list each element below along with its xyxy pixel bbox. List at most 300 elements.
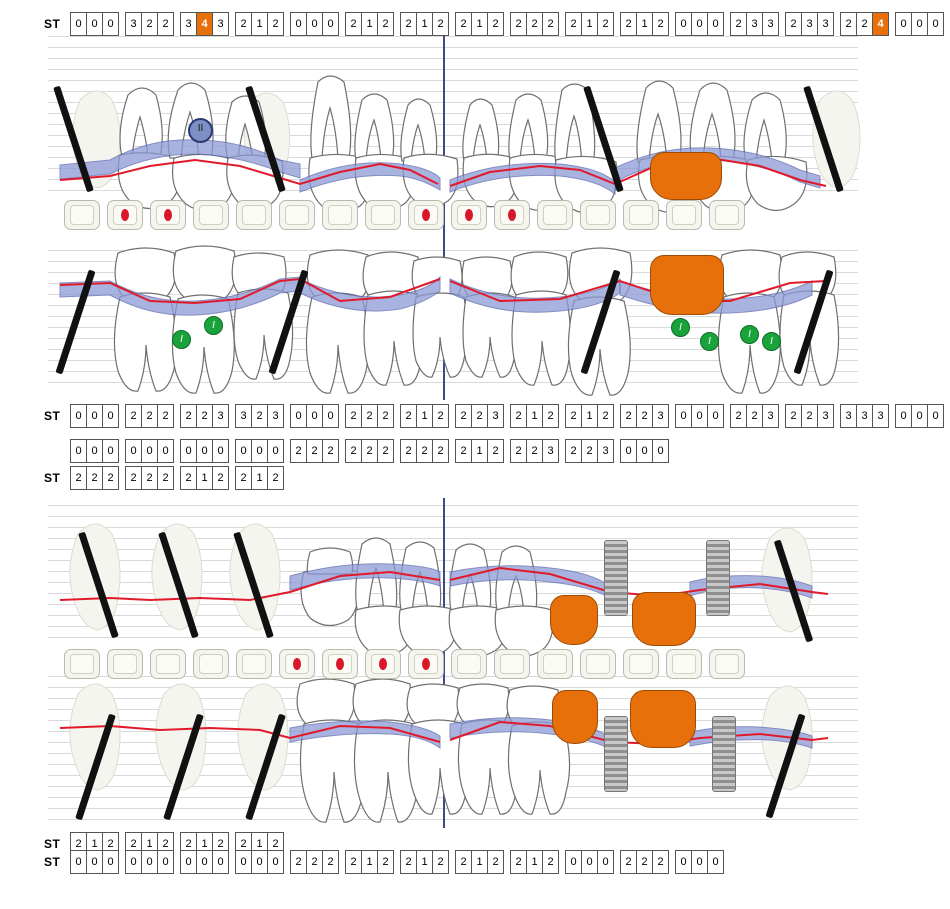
measurement-cell[interactable]: 2 (456, 440, 472, 462)
measurement-cell[interactable]: 2 (158, 833, 173, 855)
measurement-cell[interactable]: 0 (637, 440, 653, 462)
measurement-cell[interactable]: 1 (417, 405, 433, 427)
occlusal-surface[interactable] (623, 200, 659, 230)
crown-restoration[interactable] (650, 255, 724, 315)
measurement-cell[interactable]: 2 (417, 440, 433, 462)
implant-fixture[interactable] (604, 716, 628, 792)
measurement-cell[interactable]: 2 (378, 440, 393, 462)
tooth-measurement-group[interactable] (620, 404, 669, 428)
measurement-cell[interactable]: 3 (873, 405, 888, 427)
measurement-cell[interactable]: 0 (307, 405, 323, 427)
measurement-cell[interactable]: 0 (126, 440, 142, 462)
measurement-cell[interactable]: 0 (676, 851, 692, 873)
measurement-cell[interactable]: 0 (71, 405, 87, 427)
occlusal-surface[interactable] (279, 200, 315, 230)
measurement-cell[interactable]: 0 (158, 851, 173, 873)
measurement-cell[interactable]: 2 (841, 13, 857, 35)
measurement-cell[interactable]: 2 (488, 440, 503, 462)
measurement-cell[interactable]: 2 (291, 440, 307, 462)
measurement-cell[interactable]: 0 (103, 851, 118, 873)
measurement-cell[interactable]: 2 (236, 467, 252, 489)
occlusal-surface[interactable] (322, 200, 358, 230)
occlusal-surface[interactable] (408, 649, 444, 679)
measurement-cell[interactable]: 3 (543, 440, 558, 462)
measurement-cell[interactable]: 2 (103, 467, 118, 489)
occlusal-surface[interactable] (365, 200, 401, 230)
measurement-cell[interactable]: 3 (181, 13, 197, 35)
measurement-cell[interactable]: 1 (252, 13, 268, 35)
tooth-measurement-group[interactable] (840, 12, 889, 36)
implant-fixture[interactable] (706, 540, 730, 616)
measurement-cell[interactable]: 3 (236, 405, 252, 427)
measurement-cell[interactable]: 0 (598, 851, 613, 873)
measurement-cell[interactable]: 0 (291, 405, 307, 427)
measurement-cell[interactable]: 2 (142, 405, 158, 427)
measurement-cell[interactable]: 0 (181, 440, 197, 462)
measurement-cell[interactable]: 2 (527, 13, 543, 35)
measurement-cell[interactable]: 0 (676, 13, 692, 35)
occlusal-surface[interactable] (64, 649, 100, 679)
measurement-cell[interactable]: 2 (511, 851, 527, 873)
measurement-cell[interactable]: 0 (236, 440, 252, 462)
measurement-cell[interactable]: 0 (71, 851, 87, 873)
measurement-cell[interactable]: 0 (912, 405, 928, 427)
crown-restoration[interactable] (632, 592, 696, 646)
measurement-cell[interactable]: 2 (268, 467, 283, 489)
measurement-cell[interactable]: 2 (566, 13, 582, 35)
measurement-cell[interactable]: 3 (268, 405, 283, 427)
occlusal-surface[interactable] (709, 649, 745, 679)
occlusal-surface[interactable] (494, 200, 530, 230)
measurement-cell[interactable]: 0 (708, 405, 723, 427)
tooth-measurement-group[interactable] (565, 850, 614, 874)
furcation-marker[interactable]: II (188, 118, 213, 143)
measurement-cell[interactable]: 2 (323, 851, 338, 873)
measurement-cell[interactable]: 0 (323, 13, 338, 35)
measurement-cell[interactable]: 0 (582, 851, 598, 873)
tooth-measurement-group[interactable] (840, 404, 889, 428)
measurement-cell[interactable]: 0 (692, 851, 708, 873)
measurement-cell[interactable]: 0 (268, 851, 283, 873)
tooth-measurement-group[interactable] (235, 404, 284, 428)
measurement-cell[interactable]: 2 (378, 13, 393, 35)
tooth-measurement-group[interactable] (70, 439, 119, 463)
measurement-cell[interactable]: 0 (291, 13, 307, 35)
occlusal-surface[interactable] (451, 200, 487, 230)
occlusal-surface[interactable] (451, 649, 487, 679)
tooth-measurement-group[interactable] (455, 439, 504, 463)
crown-restoration[interactable] (550, 595, 598, 645)
tooth-measurement-group[interactable] (400, 12, 449, 36)
measurement-cell[interactable]: 1 (582, 405, 598, 427)
measurement-cell[interactable]: 2 (747, 405, 763, 427)
measurement-cell[interactable]: 2 (236, 13, 252, 35)
furcation-marker[interactable]: I (671, 318, 690, 337)
tooth-measurement-group[interactable] (510, 12, 559, 36)
tooth-measurement-group[interactable] (235, 439, 284, 463)
measurement-cell[interactable]: 1 (362, 13, 378, 35)
tooth-measurement-group[interactable] (125, 12, 174, 36)
measurement-cell[interactable]: 0 (71, 440, 87, 462)
tooth-measurement-group[interactable] (235, 850, 284, 874)
furcation-marker[interactable]: I (700, 332, 719, 351)
measurement-cell[interactable]: 3 (857, 405, 873, 427)
measurement-cell[interactable]: 3 (126, 13, 142, 35)
measurement-cell[interactable]: 2 (433, 405, 448, 427)
occlusal-surface[interactable] (709, 200, 745, 230)
measurement-cell[interactable]: 2 (71, 833, 87, 855)
tooth-measurement-group[interactable] (675, 404, 724, 428)
measurement-cell[interactable]: 2 (323, 440, 338, 462)
measurement-cell[interactable]: 0 (708, 851, 723, 873)
measurement-cell[interactable]: 0 (181, 851, 197, 873)
measurement-cell[interactable]: 0 (103, 440, 118, 462)
tooth-measurement-group[interactable] (235, 466, 284, 490)
measurement-cell[interactable]: 2 (158, 405, 173, 427)
measurement-cell[interactable]: 2 (158, 13, 173, 35)
tooth-measurement-group[interactable] (345, 439, 394, 463)
tooth-measurement-group[interactable] (510, 404, 559, 428)
measurement-cell[interactable]: 3 (488, 405, 503, 427)
measurement-cell[interactable]: 1 (417, 13, 433, 35)
measurement-cell[interactable]: 1 (472, 13, 488, 35)
measurement-cell[interactable]: 2 (857, 13, 873, 35)
measurement-cell[interactable]: 0 (236, 851, 252, 873)
crown-restoration[interactable] (630, 690, 696, 748)
measurement-cell[interactable]: 0 (103, 13, 118, 35)
measurement-cell[interactable]: 1 (472, 851, 488, 873)
measurement-cell[interactable]: 2 (126, 467, 142, 489)
measurement-cell[interactable]: 0 (213, 851, 228, 873)
measurement-cell[interactable]: 2 (268, 13, 283, 35)
occlusal-surface[interactable] (623, 649, 659, 679)
measurement-cell[interactable]: 2 (786, 405, 802, 427)
tooth-measurement-group[interactable] (70, 466, 119, 490)
measurement-cell[interactable]: 0 (71, 13, 87, 35)
tooth-measurement-group[interactable] (400, 439, 449, 463)
measurement-cell[interactable]: 2 (236, 833, 252, 855)
measurement-cell[interactable]: 3 (763, 405, 778, 427)
measurement-cell[interactable]: 0 (142, 440, 158, 462)
tooth-measurement-group[interactable] (345, 404, 394, 428)
measurement-cell[interactable]: 0 (692, 13, 708, 35)
tooth-measurement-group[interactable] (620, 850, 669, 874)
measurement-cell[interactable]: 3 (818, 13, 833, 35)
measurement-cell[interactable]: 2 (378, 851, 393, 873)
measurement-cell[interactable]: 2 (126, 405, 142, 427)
measurement-cell[interactable]: 2 (291, 851, 307, 873)
measurement-cell[interactable]: 2 (401, 405, 417, 427)
implant-fixture[interactable] (604, 540, 628, 616)
furcation-marker[interactable]: I (762, 332, 781, 351)
occlusal-surface[interactable] (322, 649, 358, 679)
occlusal-surface[interactable] (236, 200, 272, 230)
occlusal-surface[interactable] (279, 649, 315, 679)
crown-restoration[interactable] (552, 690, 598, 744)
measurement-cell[interactable]: 2 (181, 833, 197, 855)
crown-restoration[interactable] (650, 152, 722, 200)
measurement-cell[interactable]: 2 (456, 13, 472, 35)
occlusal-surface[interactable] (107, 200, 143, 230)
occlusal-surface[interactable] (537, 200, 573, 230)
measurement-cell[interactable]: 0 (676, 405, 692, 427)
measurement-cell[interactable]: 2 (401, 440, 417, 462)
measurement-cell[interactable]: 2 (362, 405, 378, 427)
measurement-cell[interactable]: 2 (637, 851, 653, 873)
tooth-measurement-group[interactable] (70, 404, 119, 428)
measurement-cell[interactable]: 2 (378, 405, 393, 427)
occlusal-inner (543, 205, 567, 225)
measurement-cell[interactable]: 1 (252, 833, 268, 855)
measurement-cell[interactable]: 2 (543, 405, 558, 427)
tooth-measurement-group[interactable] (180, 404, 229, 428)
tooth-measurement-group[interactable] (675, 12, 724, 36)
tooth-measurement-group[interactable] (565, 12, 614, 36)
measurement-cell[interactable]: 1 (637, 13, 653, 35)
measurement-cell[interactable]: 2 (307, 440, 323, 462)
tooth-measurement-group[interactable] (345, 850, 394, 874)
measurement-cell[interactable]: 0 (928, 13, 943, 35)
tooth-measurement-group[interactable] (785, 12, 834, 36)
measurement-cell[interactable]: 3 (747, 13, 763, 35)
measurement-cell[interactable]: 2 (543, 851, 558, 873)
measurement-cell[interactable]: 2 (158, 467, 173, 489)
furcation-marker[interactable]: I (204, 316, 223, 335)
occlusal-surface[interactable] (666, 200, 702, 230)
occlusal-surface[interactable] (64, 200, 100, 230)
measurement-cell[interactable]: 0 (307, 13, 323, 35)
measurement-cell[interactable]: 2 (488, 851, 503, 873)
measurement-cell[interactable]: 0 (126, 851, 142, 873)
measurement-cell[interactable]: 2 (142, 13, 158, 35)
tooth-measurement-group[interactable] (290, 439, 339, 463)
measurement-cell[interactable]: 2 (566, 405, 582, 427)
measurement-cell[interactable]: 2 (456, 405, 472, 427)
tooth-measurement-group[interactable] (400, 404, 449, 428)
occlusal-surface[interactable] (193, 649, 229, 679)
measurement-cell[interactable]: 0 (213, 440, 228, 462)
measurement-cell[interactable]: 2 (71, 467, 87, 489)
occlusal-surface[interactable] (107, 649, 143, 679)
tooth-measurement-group[interactable] (565, 404, 614, 428)
occlusal-surface[interactable] (236, 649, 272, 679)
measurement-cell[interactable]: 2 (511, 440, 527, 462)
tooth-measurement-group[interactable] (895, 404, 944, 428)
tooth-measurement-group[interactable] (730, 404, 779, 428)
occlusal-surface[interactable] (580, 649, 616, 679)
tooth-measurement-group[interactable] (70, 12, 119, 36)
measurement-cell[interactable]: 1 (527, 851, 543, 873)
tooth-measurement-group[interactable] (400, 850, 449, 874)
measurement-cell[interactable]: 2 (346, 851, 362, 873)
tooth-measurement-group[interactable] (125, 466, 174, 490)
occlusal-surface[interactable] (365, 649, 401, 679)
measurement-cell[interactable]: 0 (928, 405, 943, 427)
measurement-cell[interactable]: 0 (708, 13, 723, 35)
occlusal-surface[interactable] (580, 200, 616, 230)
measurement-cell[interactable]: 2 (197, 405, 213, 427)
measurement-cell[interactable]: 3 (763, 13, 778, 35)
measurement-cell[interactable]: 1 (252, 467, 268, 489)
measurement-cell[interactable]: 2 (401, 13, 417, 35)
measurement-cell[interactable]: 0 (103, 405, 118, 427)
measurement-cell[interactable]: 2 (307, 851, 323, 873)
measurement-cell[interactable]: 3 (213, 405, 228, 427)
measurement-cell[interactable]: 0 (142, 851, 158, 873)
tooth-measurement-group[interactable] (785, 404, 834, 428)
measurement-cell[interactable]: 1 (142, 833, 158, 855)
measurement-cell[interactable]: 2 (543, 13, 558, 35)
tooth-measurement-group[interactable] (70, 850, 119, 874)
measurement-cell[interactable]: 2 (511, 405, 527, 427)
measurement-cell[interactable]: 1 (527, 405, 543, 427)
measurement-cell[interactable]: 2 (213, 467, 228, 489)
measurement-cell[interactable]: 2 (252, 405, 268, 427)
tooth-measurement-group[interactable] (290, 404, 339, 428)
measurement-cell[interactable]: 0 (653, 440, 668, 462)
measurement-cell[interactable]: 0 (896, 13, 912, 35)
measurement-cell[interactable]: 0 (912, 13, 928, 35)
measurement-cell[interactable]: 2 (433, 440, 448, 462)
measurement-cell[interactable]: 2 (731, 405, 747, 427)
measurement-cell[interactable]: 0 (197, 851, 213, 873)
measurement-cell[interactable]: 2 (653, 13, 668, 35)
measurement-cell[interactable]: 2 (433, 851, 448, 873)
measurement-cell[interactable]: 1 (197, 467, 213, 489)
occlusal-surface[interactable] (150, 200, 186, 230)
measurement-cell[interactable]: 1 (87, 833, 103, 855)
occlusal-surface[interactable] (537, 649, 573, 679)
tooth-measurement-group[interactable] (510, 439, 559, 463)
tooth-measurement-group[interactable] (125, 439, 174, 463)
measurement-cell[interactable]: 0 (323, 405, 338, 427)
measurement-cell[interactable]: 2 (181, 467, 197, 489)
measurement-cell[interactable]: 0 (197, 440, 213, 462)
tooth-measurement-group[interactable] (620, 12, 669, 36)
measurement-cell[interactable]: 0 (87, 13, 103, 35)
measurement-cell[interactable]: 0 (158, 440, 173, 462)
measurement-cell[interactable]: 1 (362, 851, 378, 873)
measurement-cell[interactable]: 3 (802, 13, 818, 35)
tooth-measurement-group[interactable] (180, 850, 229, 874)
measurement-cell[interactable]: 4 (197, 13, 213, 35)
tooth-measurement-group[interactable] (180, 466, 229, 490)
measurement-row (70, 850, 730, 874)
measurement-cell[interactable]: 1 (197, 833, 213, 855)
measurement-cell[interactable]: 2 (527, 440, 543, 462)
tooth-measurement-group[interactable] (730, 12, 779, 36)
measurement-cell[interactable]: 4 (873, 13, 888, 35)
measurement-cell[interactable]: 2 (731, 13, 747, 35)
measurement-cell[interactable]: 2 (621, 13, 637, 35)
measurement-cell[interactable]: 3 (598, 440, 613, 462)
measurement-cell[interactable]: 2 (362, 440, 378, 462)
measurement-cell[interactable]: 0 (87, 440, 103, 462)
measurement-cell[interactable]: 2 (401, 851, 417, 873)
tooth-measurement-group[interactable] (675, 850, 724, 874)
measurement-cell[interactable]: 2 (213, 833, 228, 855)
measurement-cell[interactable]: 2 (346, 440, 362, 462)
tooth-measurement-group[interactable] (895, 12, 944, 36)
tooth-measurement-group[interactable] (180, 12, 229, 36)
measurement-cell[interactable]: 2 (346, 13, 362, 35)
measurement-cell[interactable]: 2 (472, 405, 488, 427)
measurement-cell[interactable]: 2 (598, 13, 613, 35)
implant-fixture[interactable] (712, 716, 736, 792)
measurement-cell[interactable]: 2 (87, 467, 103, 489)
measurement-cell[interactable]: 2 (268, 833, 283, 855)
measurement-cell[interactable]: 2 (621, 851, 637, 873)
measurement-cell[interactable]: 2 (802, 405, 818, 427)
measurement-cell[interactable]: 0 (621, 440, 637, 462)
tooth-measurement-group[interactable] (565, 439, 614, 463)
tooth-measurement-group[interactable] (455, 850, 504, 874)
tooth-measurement-group[interactable] (125, 404, 174, 428)
measurement-cell[interactable]: 2 (621, 405, 637, 427)
measurement-cell[interactable]: 3 (653, 405, 668, 427)
measurement-cell[interactable]: 0 (268, 440, 283, 462)
tooth-measurement-group[interactable] (180, 439, 229, 463)
tooth-measurement-group[interactable] (455, 12, 504, 36)
rule-line (48, 505, 858, 506)
measurement-cell[interactable]: 3 (213, 13, 228, 35)
measurement-cell[interactable]: 1 (582, 13, 598, 35)
tooth-measurement-group[interactable] (290, 12, 339, 36)
occlusal-surface[interactable] (494, 649, 530, 679)
measurement-cell[interactable]: 2 (142, 467, 158, 489)
measurement-cell[interactable]: 0 (252, 440, 268, 462)
tooth-measurement-group[interactable] (235, 12, 284, 36)
measurement-cell[interactable]: 2 (346, 405, 362, 427)
tooth-measurement-group[interactable] (125, 850, 174, 874)
measurement-cell[interactable]: 0 (252, 851, 268, 873)
measurement-cell[interactable]: 2 (511, 13, 527, 35)
occlusal-surface[interactable] (150, 649, 186, 679)
measurement-cell[interactable]: 1 (472, 440, 488, 462)
measurement-cell[interactable]: 2 (103, 833, 118, 855)
measurement-cell[interactable]: 2 (566, 440, 582, 462)
tooth-measurement-group[interactable] (455, 404, 504, 428)
tooth-measurement-group[interactable] (510, 850, 559, 874)
measurement-cell[interactable]: 0 (692, 405, 708, 427)
measurement-cell[interactable]: 2 (653, 851, 668, 873)
measurement-cell[interactable]: 1 (417, 851, 433, 873)
measurement-cell[interactable]: 2 (598, 405, 613, 427)
occlusal-surface[interactable] (666, 649, 702, 679)
measurement-cell[interactable]: 2 (582, 440, 598, 462)
measurement-cell[interactable]: 2 (181, 405, 197, 427)
furcation-marker[interactable]: I (740, 325, 759, 344)
measurement-cell[interactable]: 2 (456, 851, 472, 873)
measurement-cell[interactable]: 0 (566, 851, 582, 873)
measurement-cell[interactable]: 3 (818, 405, 833, 427)
furcation-marker[interactable]: I (172, 330, 191, 349)
occlusal-surface[interactable] (408, 200, 444, 230)
measurement-cell[interactable]: 2 (126, 833, 142, 855)
measurement-cell[interactable]: 3 (841, 405, 857, 427)
tooth-measurement-group[interactable] (290, 850, 339, 874)
measurement-cell[interactable]: 2 (637, 405, 653, 427)
measurement-cell[interactable]: 0 (87, 851, 103, 873)
measurement-cell[interactable]: 0 (896, 405, 912, 427)
measurement-cell[interactable]: 2 (433, 13, 448, 35)
measurement-cell[interactable]: 2 (786, 13, 802, 35)
measurement-cell[interactable]: 2 (488, 13, 503, 35)
tooth-measurement-group[interactable] (620, 439, 669, 463)
occlusal-surface[interactable] (193, 200, 229, 230)
measurement-cell[interactable]: 0 (87, 405, 103, 427)
tooth-measurement-group[interactable] (345, 12, 394, 36)
